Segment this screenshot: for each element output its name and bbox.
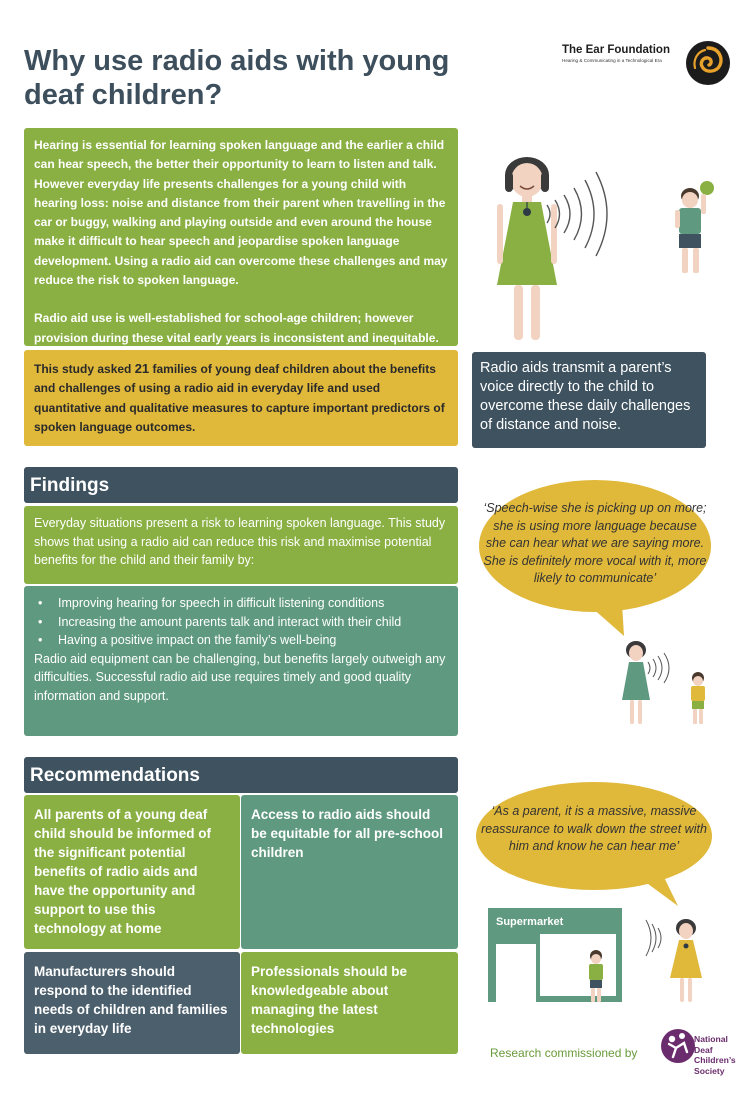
findings-bullet: • Having a positive impact on the family’s well-being [34,631,448,650]
study-text-before: This study asked [34,362,135,376]
findings-bullet: • Improving hearing for speech in difficult listening conditions [34,594,448,613]
intro-paragraph-1: Hearing is essential for learning spoken language and the earlier a child can hear speech, the better their opportunity to learn to listen and talk. However everyday life presents challenges for a young child with hearing loss: noise and distance from their parent when travelling in the car or buggy, walking and playing outside and even around the house make it difficult to hear speech and jeopardise spoken language development. Using a radio aid can overcome these challenges and may reduce the risk to spoken language. [34,138,448,288]
findings-closing: Radio aid equipment can be challenging, but benefits largely outweigh any difficulties. Successful radio aid use requires timely and good quality information and support. [34,651,446,703]
research-credit: Research commissioned by [490,1046,638,1060]
transmit-box: Radio aids transmit a parent’s voice directly to the child to overcome these daily challenges of distance and noise. [472,352,706,448]
logo-tagline: Hearing & Communicating in a Technological Era [562,58,662,63]
supermarket-sign: Supermarket [496,916,564,928]
study-family-count: 21 [134,361,150,376]
ndcs-logo-icon [660,1026,696,1066]
ndcs-name: National Deaf Children’s Society [694,1034,736,1076]
quote-2: ‘As a parent, it is a massive, massive reassurance to walk down the street with him and know he can hear me’ [481,804,707,853]
recommendation-1: All parents of a young deaf child should be informed of the significant potential benefits of radio aids and have the opportunity and support to use this technology at home [24,795,240,949]
study-box [24,350,458,446]
findings-intro: Everyday situations present a risk to learning spoken language. This study shows that using a radio aid can reduce this risk and maximise potential benefits for the child and their family by: [24,506,458,584]
intro-paragraph-2: Radio aid use is well-established for school-age children; however provision during these vital early years is inconsistent and inequitable. [34,311,439,345]
findings-heading: Findings [24,467,458,503]
recommendation-4: Professionals should be knowledgeable about managing the latest technologies [241,952,458,1054]
logo-name: The Ear Foundation [562,44,670,56]
ear-foundation-logo [562,44,692,65]
ear-spiral-logo-icon [683,38,733,88]
findings-bullets [34,594,448,650]
mother-child-illustration [485,150,725,345]
study-text-after: families of young deaf children about the benefits and challenges of using a radio aid in everyday life and used quantitative and qualitative measures to capture important predictors of spoken language outcomes. [34,362,445,434]
findings-bullet: • Increasing the amount parents talk and interact with their child [34,613,448,632]
recommendation-2: Access to radio aids should be equitable for all pre-school children [241,795,458,949]
quote-1: ‘Speech-wise she is picking up on more; she is using more language because she can hear what we are saying more. She is definitely more vocal with it, more likely to communicate’ [483,501,707,585]
mother-child-small-illustration [612,640,722,726]
intro-box [24,128,458,346]
findings-list-box [24,586,458,736]
recommendation-3: Manufacturers should respond to the identified needs of children and families in everyday life [24,952,240,1054]
page-title: Why use radio aids with young deaf children? [24,45,450,111]
recommendations-heading: Recommendations [24,757,458,793]
